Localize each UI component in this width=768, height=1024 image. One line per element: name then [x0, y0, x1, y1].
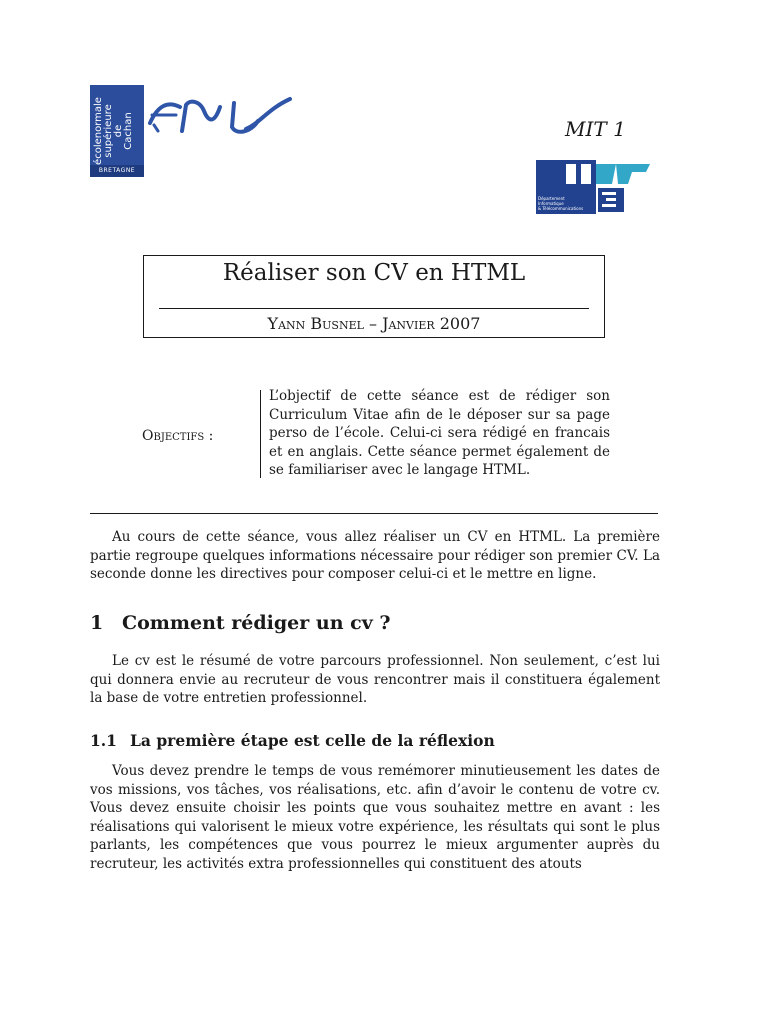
subsection-heading-1-1: [90, 730, 495, 752]
ens-wave-mark: [146, 93, 294, 139]
ens-cachan-logo: [90, 85, 295, 177]
objectives-text: L’objectif de cette séance est de rédiger son Curriculum Vitae afin de le déposer sur sa page perso de l’école. Celui-ci sera rédigé en francais et en anglais. Cette séance permet également de se familiariser avec le langage HTML.: [269, 388, 610, 478]
diit-logo-mark: [536, 160, 652, 214]
document-title: Réaliser son CV en HTML: [222, 260, 526, 286]
diit-logo: [536, 160, 652, 214]
ens-logo-text: écolenormale supérieure de Cachan: [93, 97, 134, 165]
objectives-bar: [260, 390, 261, 478]
title-divider: [159, 308, 589, 309]
section-heading-1: [90, 610, 391, 636]
document-code: MIT 1: [565, 117, 626, 141]
ens-logo-bottom-text: BRETAGNE: [90, 165, 144, 177]
subsection-number: 1.1: [90, 731, 117, 750]
diit-logo-text: Département Informatique & Télécommunications: [538, 196, 584, 211]
horizontal-rule: [90, 513, 658, 514]
subsection-title: La première étape est celle de la réflexion: [130, 731, 495, 750]
intro-paragraph: Au cours de cette séance, vous allez réaliser un CV en HTML. La première partie regroupe quelques informations nécessaire pour rédiger son premier CV. La seconde donne les directives pour composer celui-ci et le mettre en ligne.: [90, 529, 660, 582]
objectives-label: Objectifs :: [142, 428, 214, 444]
ens-logo-block: [90, 85, 144, 177]
document-author-date: Yann Busnel – Janvier 2007: [267, 314, 481, 333]
section-number: 1: [90, 612, 104, 634]
section-title: Comment rédiger un cv ?: [122, 612, 391, 634]
title-box: [143, 255, 605, 338]
subsection-1-1-paragraph: Vous devez prendre le temps de vous remémorer minutieusement les dates de vos missions, vos tâches, vos réalisations, etc. afin d’avoir le contenu de votre cv. Vous devez ensuite choisir les points que vous souhaitez mettre en avant : les réalisations qui valorisent le mieux votre expérience, les résultats qui sont le plus parlants, les compétences que vous pourrez le mieux argumenter auprès du recruteur, les activités extra professionnelles qui constituent des atouts: [90, 763, 660, 872]
section-1-paragraph: Le cv est le résumé de votre parcours professionnel. Non seulement, c’est lui qui donnera envie au recruteur de vous rencontrer mais il constituera également la base de votre entretien professionnel.: [90, 653, 660, 706]
